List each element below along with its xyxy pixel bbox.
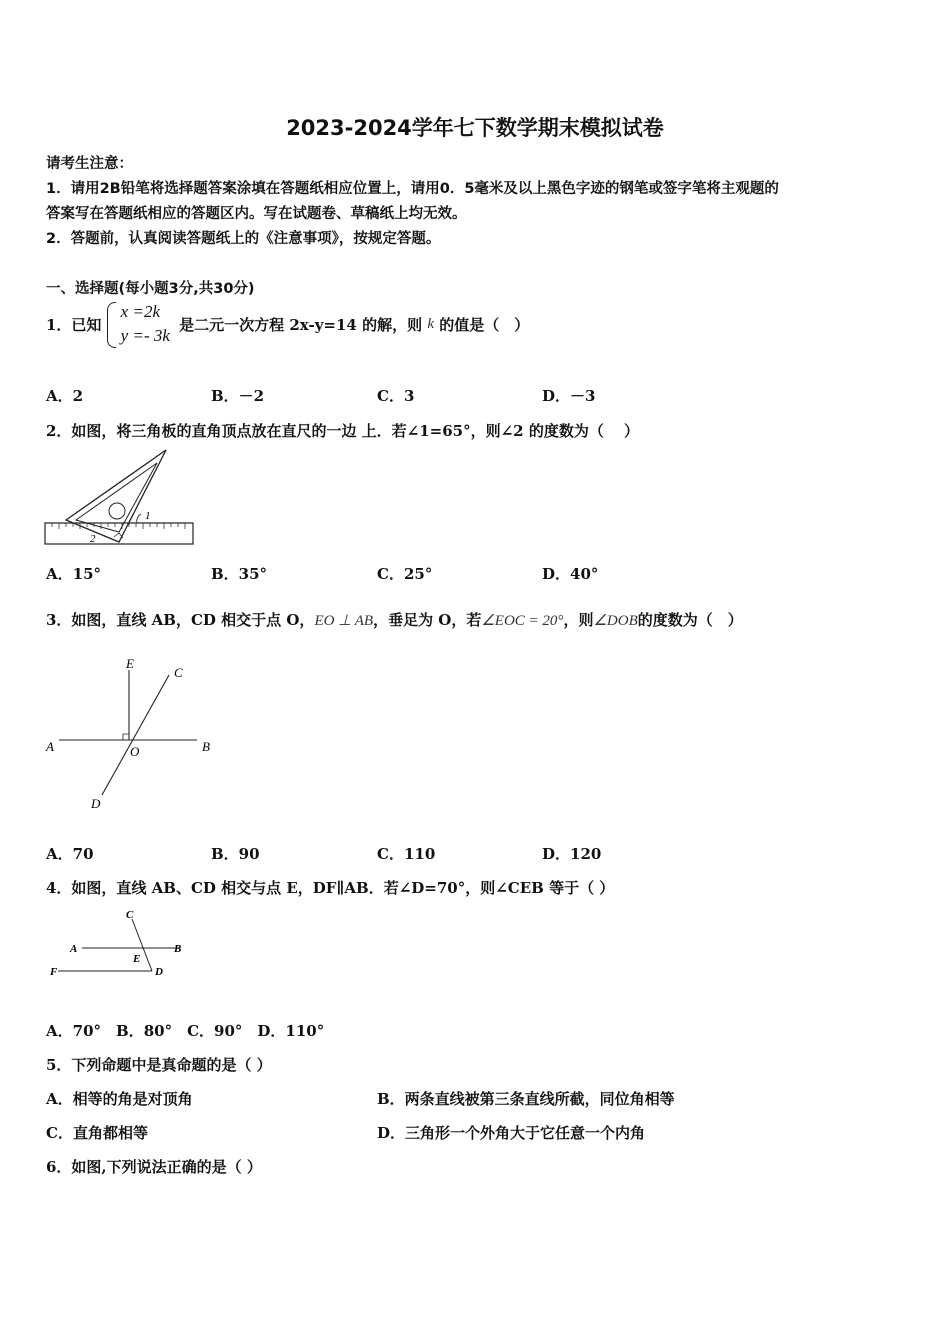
q3-math-angle-dob: ∠DOB (593, 613, 638, 629)
q4-options: A．70° B．80° C．90° D．110° (46, 1022, 325, 1040)
question-5: 5．下列命题中是真命题的是（ ） (46, 1056, 272, 1074)
q3-text-b: ，垂足为 O，若 (373, 611, 482, 629)
point-label-e: E (133, 953, 141, 965)
q2-option-c: C．25° (377, 565, 433, 583)
notice-heading: 请考生注意： (46, 156, 133, 172)
exam-title: 2023-2024学年七下数学期末模拟试卷 (286, 116, 664, 140)
q3-text-a: 3．如图，直线 AB，CD 相交于点 O， (46, 611, 315, 629)
q3-text-d: 的度数为（ ） (637, 611, 743, 629)
q1-eq2: y =- 3k (120, 326, 170, 345)
q5-option-d: D．三角形一个外角大于它任意一个内角 (377, 1124, 646, 1142)
line-cd (102, 675, 169, 795)
q3-option-b: B．90 (211, 845, 260, 863)
q2-option-a: A．15° (46, 565, 102, 583)
question-2: 2．如图，将三角板的直角顶点放在直尺的一边 上．若∠1=65°，则∠2 的度数为（ ） (46, 422, 640, 440)
point-label-a: A (46, 739, 54, 754)
section-heading: 一、选择题(每小题3分,共30分) (46, 281, 255, 297)
q1-text-a: 是二元一次方程 2x-y=14 的解，则 (179, 315, 423, 334)
ruler-ticks (52, 523, 185, 529)
q1-equation-system (107, 300, 170, 348)
q5-option-a: A．相等的角是对顶角 (46, 1090, 193, 1108)
question-6: 6．如图,下列说法正确的是（ ） (46, 1158, 262, 1176)
q1-option-b: B．－2 (211, 387, 265, 405)
point-label-c: C (174, 665, 183, 680)
q3-math-perp: EO ⊥ AB (314, 613, 374, 629)
set-square-hole (109, 503, 125, 519)
q1-option-a: A．2 (46, 387, 84, 405)
right-angle-mark (123, 734, 129, 740)
q2-option-d: D．40° (542, 565, 599, 583)
q1-text-b: 的值是（ ） (439, 315, 530, 334)
question-3 (46, 609, 743, 630)
brace-icon (107, 302, 116, 348)
point-label-f: F (50, 966, 58, 978)
point-label-d: D (155, 966, 163, 978)
q3-figure (44, 655, 224, 815)
q1-option-d: D．－3 (542, 387, 596, 405)
q2-figure (44, 448, 196, 548)
point-label-a: A (70, 943, 78, 955)
q2-option-b: B．35° (211, 565, 268, 583)
question-4: 4．如图，直线 AB、CD 相交与点 E，DF∥AB．若∠D=70°，则∠CEB 等于（ ） (46, 879, 615, 897)
set-square-shape (66, 450, 166, 542)
point-label-c: C (126, 909, 134, 921)
point-label-d: D (91, 796, 101, 811)
angle-label-1: 1 (145, 510, 151, 522)
q1-prefix: 1．已知 (46, 315, 102, 334)
notice-line-2: 2．答题前，认真阅读答题纸上的《注意事项》，按规定答题。 (46, 231, 441, 247)
q3-option-d: D．120 (542, 845, 602, 863)
point-label-e: E (126, 656, 134, 671)
point-label-b: B (174, 943, 182, 955)
q3-math-angle-eoc: ∠EOC = 20° (481, 613, 564, 629)
point-label-o: O (130, 744, 140, 759)
q1-option-c: C．3 (377, 387, 415, 405)
point-label-b: B (202, 739, 210, 754)
notice-line-1b: 答案写在答题纸相应的答题区内。写在试题卷、草稿纸上均无效。 (46, 206, 467, 222)
angle-label-2: 2 (90, 533, 96, 545)
angle-1-arc (137, 514, 141, 523)
q3-option-c: C．110 (377, 845, 436, 863)
q1-eq1: x =2k (120, 302, 160, 321)
q3-option-a: A．70 (46, 845, 94, 863)
q5-option-b: B．两条直线被第三条直线所截，同位角相等 (377, 1090, 675, 1108)
question-1 (46, 300, 529, 348)
notice-line-1a: 1．请用2B铅笔将选择题答案涂填在答题纸相应位置上，请用0．5毫米及以上黑色字迹的钢笔或签字笔将主观题的 (46, 181, 779, 197)
q3-text-c: ，则 (563, 611, 594, 629)
q4-figure (44, 905, 194, 995)
q5-option-c: C．直角都相等 (46, 1124, 148, 1142)
q1-var: k (427, 315, 434, 332)
